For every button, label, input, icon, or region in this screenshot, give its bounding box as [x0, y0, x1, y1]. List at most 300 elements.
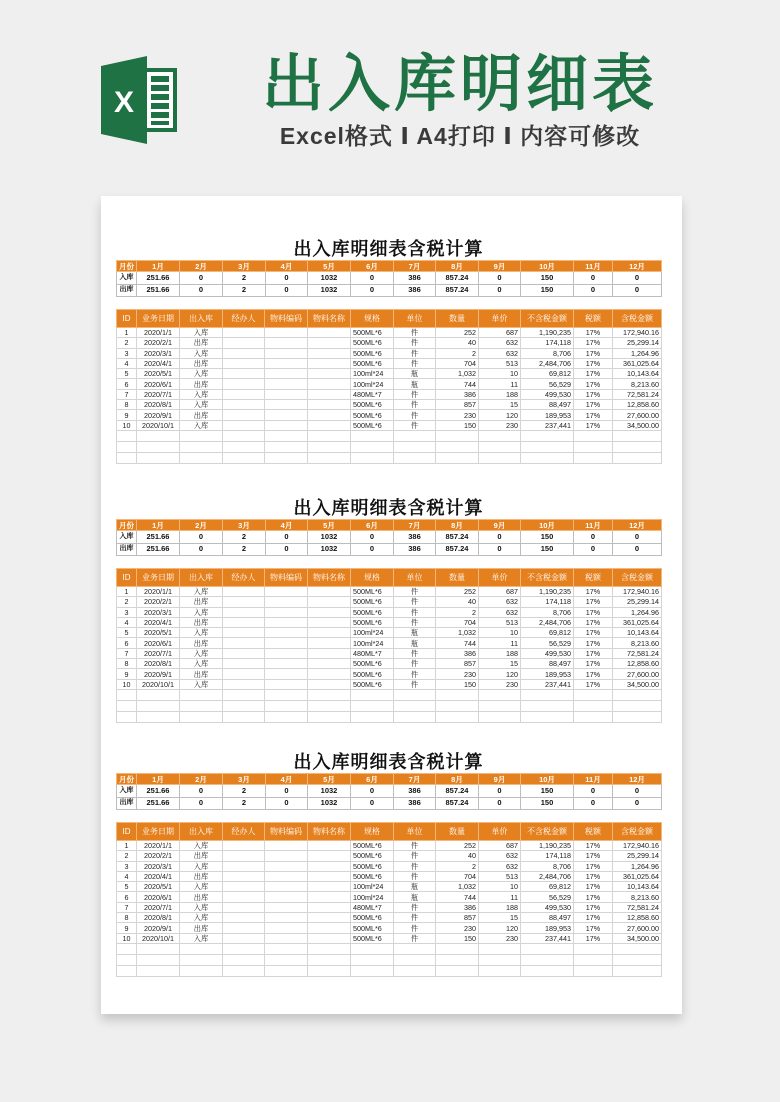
cell-name[interactable] [308, 369, 351, 379]
cell-date[interactable]: 2020/2/1 [137, 338, 180, 348]
cell-qty[interactable]: 386 [436, 902, 479, 912]
cell-name[interactable] [308, 669, 351, 679]
cell-tax[interactable]: 17% [574, 410, 613, 420]
empty-cell[interactable] [574, 700, 613, 711]
empty-cell[interactable] [394, 943, 436, 954]
empty-cell[interactable] [137, 700, 180, 711]
empty-cell[interactable] [613, 430, 662, 441]
cell-code[interactable] [265, 902, 308, 912]
summary-cell[interactable]: 1032 [308, 284, 351, 297]
cell-spec[interactable]: 480ML*7 [351, 389, 394, 399]
cell-qty[interactable]: 704 [436, 617, 479, 627]
cell-type[interactable]: 入库 [180, 628, 223, 638]
cell-gross[interactable]: 172,940.16 [613, 328, 662, 338]
cell-net[interactable]: 174,118 [521, 338, 574, 348]
cell-spec[interactable]: 500ML*6 [351, 617, 394, 627]
empty-cell[interactable] [521, 943, 574, 954]
cell-tax[interactable]: 17% [574, 379, 613, 389]
empty-cell[interactable] [137, 452, 180, 463]
cell-handler[interactable] [223, 338, 265, 348]
cell-type[interactable]: 出库 [180, 617, 223, 627]
cell-date[interactable]: 2020/9/1 [137, 410, 180, 420]
cell-name[interactable] [308, 861, 351, 871]
cell-price[interactable]: 230 [479, 679, 521, 689]
cell-date[interactable]: 2020/7/1 [137, 902, 180, 912]
cell-id[interactable]: 3 [117, 861, 137, 871]
cell-net[interactable]: 499,530 [521, 389, 574, 399]
cell-id[interactable]: 6 [117, 379, 137, 389]
cell-gross[interactable]: 8,213.60 [613, 638, 662, 648]
summary-cell[interactable]: 857.24 [436, 272, 479, 285]
cell-id[interactable]: 2 [117, 597, 137, 607]
cell-date[interactable]: 2020/5/1 [137, 628, 180, 638]
cell-qty[interactable]: 2 [436, 348, 479, 358]
cell-gross[interactable]: 361,025.64 [613, 871, 662, 881]
cell-handler[interactable] [223, 648, 265, 658]
cell-unit[interactable]: 件 [394, 923, 436, 933]
empty-cell[interactable] [308, 700, 351, 711]
cell-unit[interactable]: 瓶 [394, 628, 436, 638]
empty-cell[interactable] [436, 689, 479, 700]
empty-cell[interactable] [180, 711, 223, 722]
cell-spec[interactable]: 100ml*24 [351, 628, 394, 638]
empty-cell[interactable] [574, 965, 613, 976]
cell-net[interactable]: 2,484,706 [521, 871, 574, 881]
empty-cell[interactable] [223, 430, 265, 441]
cell-id[interactable]: 3 [117, 348, 137, 358]
empty-cell[interactable] [223, 689, 265, 700]
empty-cell[interactable] [613, 711, 662, 722]
cell-spec[interactable]: 500ML*6 [351, 841, 394, 851]
cell-price[interactable]: 10 [479, 882, 521, 892]
cell-handler[interactable] [223, 328, 265, 338]
empty-cell[interactable] [436, 452, 479, 463]
empty-cell[interactable] [223, 700, 265, 711]
cell-price[interactable]: 513 [479, 358, 521, 368]
empty-cell[interactable] [436, 711, 479, 722]
cell-handler[interactable] [223, 587, 265, 597]
cell-type[interactable]: 入库 [180, 679, 223, 689]
cell-name[interactable] [308, 607, 351, 617]
cell-gross[interactable]: 10,143.64 [613, 882, 662, 892]
cell-date[interactable]: 2020/4/1 [137, 617, 180, 627]
empty-cell[interactable] [351, 711, 394, 722]
cell-type[interactable]: 出库 [180, 871, 223, 881]
empty-cell[interactable] [265, 711, 308, 722]
summary-cell[interactable]: 0 [351, 284, 394, 297]
empty-cell[interactable] [265, 452, 308, 463]
cell-qty[interactable]: 1,032 [436, 628, 479, 638]
cell-tax[interactable]: 17% [574, 587, 613, 597]
cell-tax[interactable]: 17% [574, 369, 613, 379]
cell-date[interactable]: 2020/1/1 [137, 587, 180, 597]
cell-tax[interactable]: 17% [574, 358, 613, 368]
cell-date[interactable]: 2020/4/1 [137, 871, 180, 881]
empty-cell[interactable] [308, 689, 351, 700]
cell-gross[interactable]: 34,500.00 [613, 933, 662, 943]
empty-cell[interactable] [479, 700, 521, 711]
empty-cell[interactable] [613, 965, 662, 976]
empty-cell[interactable] [521, 441, 574, 452]
summary-cell[interactable]: 857.24 [436, 543, 479, 556]
empty-cell[interactable] [308, 965, 351, 976]
cell-qty[interactable]: 857 [436, 659, 479, 669]
cell-id[interactable]: 8 [117, 659, 137, 669]
cell-type[interactable]: 出库 [180, 379, 223, 389]
cell-type[interactable]: 入库 [180, 933, 223, 943]
cell-spec[interactable]: 100ml*24 [351, 638, 394, 648]
cell-date[interactable]: 2020/3/1 [137, 348, 180, 358]
empty-cell[interactable] [137, 689, 180, 700]
empty-cell[interactable] [436, 430, 479, 441]
empty-cell[interactable] [479, 965, 521, 976]
cell-date[interactable]: 2020/8/1 [137, 913, 180, 923]
cell-net[interactable]: 2,484,706 [521, 358, 574, 368]
cell-spec[interactable]: 500ML*6 [351, 358, 394, 368]
empty-cell[interactable] [117, 700, 137, 711]
cell-qty[interactable]: 704 [436, 871, 479, 881]
cell-gross[interactable]: 8,213.60 [613, 379, 662, 389]
cell-unit[interactable]: 件 [394, 607, 436, 617]
cell-code[interactable] [265, 851, 308, 861]
cell-net[interactable]: 174,118 [521, 851, 574, 861]
cell-unit[interactable]: 件 [394, 410, 436, 420]
cell-id[interactable]: 2 [117, 851, 137, 861]
cell-id[interactable]: 9 [117, 410, 137, 420]
cell-date[interactable]: 2020/10/1 [137, 933, 180, 943]
cell-type[interactable]: 出库 [180, 410, 223, 420]
empty-cell[interactable] [265, 689, 308, 700]
cell-tax[interactable]: 17% [574, 679, 613, 689]
empty-cell[interactable] [436, 965, 479, 976]
summary-cell[interactable]: 0 [266, 785, 308, 798]
cell-code[interactable] [265, 638, 308, 648]
cell-id[interactable]: 4 [117, 871, 137, 881]
cell-unit[interactable]: 件 [394, 841, 436, 851]
cell-gross[interactable]: 172,940.16 [613, 587, 662, 597]
cell-qty[interactable]: 386 [436, 648, 479, 658]
empty-cell[interactable] [180, 954, 223, 965]
cell-name[interactable] [308, 913, 351, 923]
summary-cell[interactable]: 0 [479, 272, 521, 285]
cell-name[interactable] [308, 871, 351, 881]
cell-handler[interactable] [223, 597, 265, 607]
empty-cell[interactable] [180, 441, 223, 452]
cell-code[interactable] [265, 338, 308, 348]
empty-cell[interactable] [574, 954, 613, 965]
empty-cell[interactable] [180, 689, 223, 700]
cell-price[interactable]: 120 [479, 410, 521, 420]
cell-name[interactable] [308, 328, 351, 338]
empty-cell[interactable] [308, 943, 351, 954]
cell-code[interactable] [265, 913, 308, 923]
empty-cell[interactable] [117, 441, 137, 452]
empty-cell[interactable] [180, 700, 223, 711]
summary-cell[interactable]: 0 [574, 284, 613, 297]
cell-qty[interactable]: 704 [436, 358, 479, 368]
empty-cell[interactable] [223, 954, 265, 965]
cell-name[interactable] [308, 338, 351, 348]
cell-name[interactable] [308, 923, 351, 933]
cell-qty[interactable]: 744 [436, 379, 479, 389]
cell-name[interactable] [308, 410, 351, 420]
cell-type[interactable]: 出库 [180, 923, 223, 933]
cell-price[interactable]: 687 [479, 841, 521, 851]
cell-handler[interactable] [223, 369, 265, 379]
cell-type[interactable]: 入库 [180, 841, 223, 851]
empty-cell[interactable] [574, 711, 613, 722]
cell-price[interactable]: 120 [479, 669, 521, 679]
cell-unit[interactable]: 瓶 [394, 638, 436, 648]
cell-code[interactable] [265, 933, 308, 943]
cell-type[interactable]: 入库 [180, 328, 223, 338]
empty-cell[interactable] [117, 954, 137, 965]
cell-code[interactable] [265, 617, 308, 627]
empty-cell[interactable] [613, 954, 662, 965]
cell-spec[interactable]: 500ML*6 [351, 420, 394, 430]
summary-cell[interactable]: 0 [180, 272, 223, 285]
cell-net[interactable]: 189,953 [521, 410, 574, 420]
summary-cell[interactable]: 0 [266, 272, 308, 285]
empty-cell[interactable] [137, 943, 180, 954]
empty-cell[interactable] [521, 711, 574, 722]
summary-cell[interactable]: 251.66 [137, 531, 180, 544]
summary-cell[interactable]: 0 [613, 797, 662, 810]
cell-date[interactable]: 2020/6/1 [137, 638, 180, 648]
cell-qty[interactable]: 150 [436, 933, 479, 943]
cell-type[interactable]: 出库 [180, 851, 223, 861]
cell-gross[interactable]: 72,581.24 [613, 648, 662, 658]
cell-gross[interactable]: 361,025.64 [613, 617, 662, 627]
cell-code[interactable] [265, 348, 308, 358]
summary-cell[interactable]: 0 [574, 785, 613, 798]
summary-cell[interactable]: 2 [223, 272, 266, 285]
cell-net[interactable]: 88,497 [521, 913, 574, 923]
summary-cell[interactable]: 0 [351, 272, 394, 285]
cell-price[interactable]: 632 [479, 348, 521, 358]
cell-code[interactable] [265, 389, 308, 399]
cell-unit[interactable]: 件 [394, 587, 436, 597]
cell-handler[interactable] [223, 679, 265, 689]
cell-spec[interactable]: 500ML*6 [351, 597, 394, 607]
summary-cell[interactable]: 0 [266, 284, 308, 297]
summary-cell[interactable]: 0 [613, 531, 662, 544]
cell-spec[interactable]: 500ML*6 [351, 348, 394, 358]
cell-unit[interactable]: 件 [394, 617, 436, 627]
cell-date[interactable]: 2020/1/1 [137, 841, 180, 851]
empty-cell[interactable] [351, 452, 394, 463]
cell-type[interactable]: 出库 [180, 669, 223, 679]
summary-cell[interactable]: 0 [613, 785, 662, 798]
cell-price[interactable]: 687 [479, 328, 521, 338]
summary-cell[interactable]: 857.24 [436, 797, 479, 810]
cell-qty[interactable]: 1,032 [436, 369, 479, 379]
cell-spec[interactable]: 500ML*6 [351, 679, 394, 689]
cell-id[interactable]: 4 [117, 358, 137, 368]
cell-spec[interactable]: 500ML*6 [351, 410, 394, 420]
cell-price[interactable]: 188 [479, 648, 521, 658]
summary-cell[interactable]: 0 [613, 284, 662, 297]
cell-spec[interactable]: 500ML*6 [351, 587, 394, 597]
cell-tax[interactable]: 17% [574, 648, 613, 658]
cell-net[interactable]: 499,530 [521, 902, 574, 912]
cell-date[interactable]: 2020/4/1 [137, 358, 180, 368]
cell-gross[interactable]: 12,858.60 [613, 400, 662, 410]
cell-handler[interactable] [223, 410, 265, 420]
cell-tax[interactable]: 17% [574, 420, 613, 430]
empty-cell[interactable] [137, 711, 180, 722]
cell-net[interactable]: 88,497 [521, 659, 574, 669]
cell-date[interactable]: 2020/10/1 [137, 420, 180, 430]
cell-net[interactable]: 2,484,706 [521, 617, 574, 627]
cell-name[interactable] [308, 679, 351, 689]
cell-qty[interactable]: 40 [436, 851, 479, 861]
summary-cell[interactable]: 0 [351, 531, 394, 544]
cell-code[interactable] [265, 358, 308, 368]
cell-spec[interactable]: 500ML*6 [351, 669, 394, 679]
cell-type[interactable]: 出库 [180, 358, 223, 368]
empty-cell[interactable] [223, 441, 265, 452]
cell-handler[interactable] [223, 933, 265, 943]
empty-cell[interactable] [223, 965, 265, 976]
cell-id[interactable]: 9 [117, 923, 137, 933]
cell-net[interactable]: 56,529 [521, 379, 574, 389]
cell-code[interactable] [265, 648, 308, 658]
empty-cell[interactable] [265, 430, 308, 441]
cell-date[interactable]: 2020/8/1 [137, 400, 180, 410]
summary-cell[interactable]: 2 [223, 785, 266, 798]
cell-name[interactable] [308, 933, 351, 943]
cell-name[interactable] [308, 628, 351, 638]
cell-id[interactable]: 5 [117, 628, 137, 638]
cell-net[interactable]: 88,497 [521, 400, 574, 410]
cell-price[interactable]: 230 [479, 420, 521, 430]
empty-cell[interactable] [351, 943, 394, 954]
cell-net[interactable]: 69,812 [521, 628, 574, 638]
cell-unit[interactable]: 件 [394, 933, 436, 943]
empty-cell[interactable] [521, 954, 574, 965]
cell-unit[interactable]: 件 [394, 348, 436, 358]
cell-unit[interactable]: 瓶 [394, 892, 436, 902]
cell-handler[interactable] [223, 861, 265, 871]
cell-spec[interactable]: 100ml*24 [351, 882, 394, 892]
cell-qty[interactable]: 150 [436, 420, 479, 430]
cell-handler[interactable] [223, 420, 265, 430]
cell-id[interactable]: 1 [117, 587, 137, 597]
cell-qty[interactable]: 150 [436, 679, 479, 689]
empty-cell[interactable] [394, 430, 436, 441]
cell-net[interactable]: 189,953 [521, 923, 574, 933]
cell-unit[interactable]: 瓶 [394, 882, 436, 892]
cell-name[interactable] [308, 648, 351, 658]
cell-price[interactable]: 11 [479, 892, 521, 902]
summary-cell[interactable]: 0 [479, 531, 521, 544]
empty-cell[interactable] [613, 700, 662, 711]
cell-code[interactable] [265, 420, 308, 430]
cell-code[interactable] [265, 659, 308, 669]
cell-type[interactable]: 入库 [180, 420, 223, 430]
empty-cell[interactable] [308, 452, 351, 463]
cell-net[interactable]: 499,530 [521, 648, 574, 658]
summary-cell[interactable]: 0 [613, 543, 662, 556]
cell-net[interactable]: 237,441 [521, 679, 574, 689]
cell-unit[interactable]: 件 [394, 338, 436, 348]
empty-cell[interactable] [521, 965, 574, 976]
summary-cell[interactable]: 1032 [308, 543, 351, 556]
cell-price[interactable]: 15 [479, 913, 521, 923]
summary-cell[interactable]: 2 [223, 543, 266, 556]
empty-cell[interactable] [223, 711, 265, 722]
cell-code[interactable] [265, 410, 308, 420]
empty-cell[interactable] [436, 943, 479, 954]
cell-name[interactable] [308, 587, 351, 597]
cell-price[interactable]: 632 [479, 338, 521, 348]
cell-tax[interactable]: 17% [574, 328, 613, 338]
cell-price[interactable]: 15 [479, 659, 521, 669]
cell-code[interactable] [265, 587, 308, 597]
cell-qty[interactable]: 857 [436, 913, 479, 923]
cell-name[interactable] [308, 882, 351, 892]
empty-cell[interactable] [613, 441, 662, 452]
cell-name[interactable] [308, 400, 351, 410]
cell-date[interactable]: 2020/7/1 [137, 389, 180, 399]
cell-type[interactable]: 出库 [180, 597, 223, 607]
cell-gross[interactable]: 25,299.14 [613, 597, 662, 607]
cell-unit[interactable]: 件 [394, 328, 436, 338]
cell-spec[interactable]: 500ML*6 [351, 861, 394, 871]
cell-gross[interactable]: 34,500.00 [613, 679, 662, 689]
cell-date[interactable]: 2020/1/1 [137, 328, 180, 338]
cell-net[interactable]: 189,953 [521, 669, 574, 679]
empty-cell[interactable] [308, 441, 351, 452]
summary-cell[interactable]: 386 [394, 272, 436, 285]
cell-tax[interactable]: 17% [574, 902, 613, 912]
cell-handler[interactable] [223, 923, 265, 933]
summary-cell[interactable]: 386 [394, 785, 436, 798]
cell-code[interactable] [265, 400, 308, 410]
cell-spec[interactable]: 480ML*7 [351, 902, 394, 912]
summary-cell[interactable]: 857.24 [436, 785, 479, 798]
cell-code[interactable] [265, 607, 308, 617]
empty-cell[interactable] [613, 943, 662, 954]
empty-cell[interactable] [137, 965, 180, 976]
cell-unit[interactable]: 件 [394, 400, 436, 410]
cell-spec[interactable]: 500ML*6 [351, 851, 394, 861]
empty-cell[interactable] [180, 943, 223, 954]
summary-cell[interactable]: 251.66 [137, 797, 180, 810]
summary-cell[interactable]: 0 [574, 543, 613, 556]
cell-gross[interactable]: 27,600.00 [613, 923, 662, 933]
empty-cell[interactable] [613, 689, 662, 700]
empty-cell[interactable] [265, 954, 308, 965]
cell-gross[interactable]: 27,600.00 [613, 410, 662, 420]
empty-cell[interactable] [117, 689, 137, 700]
cell-id[interactable]: 7 [117, 902, 137, 912]
cell-type[interactable]: 入库 [180, 882, 223, 892]
summary-cell[interactable]: 0 [479, 785, 521, 798]
summary-cell[interactable]: 1032 [308, 272, 351, 285]
cell-name[interactable] [308, 597, 351, 607]
cell-price[interactable]: 632 [479, 861, 521, 871]
cell-gross[interactable]: 25,299.14 [613, 338, 662, 348]
cell-price[interactable]: 188 [479, 389, 521, 399]
cell-unit[interactable]: 件 [394, 659, 436, 669]
empty-cell[interactable] [521, 689, 574, 700]
cell-handler[interactable] [223, 628, 265, 638]
cell-gross[interactable]: 10,143.64 [613, 369, 662, 379]
summary-cell[interactable]: 0 [574, 272, 613, 285]
cell-tax[interactable]: 17% [574, 348, 613, 358]
